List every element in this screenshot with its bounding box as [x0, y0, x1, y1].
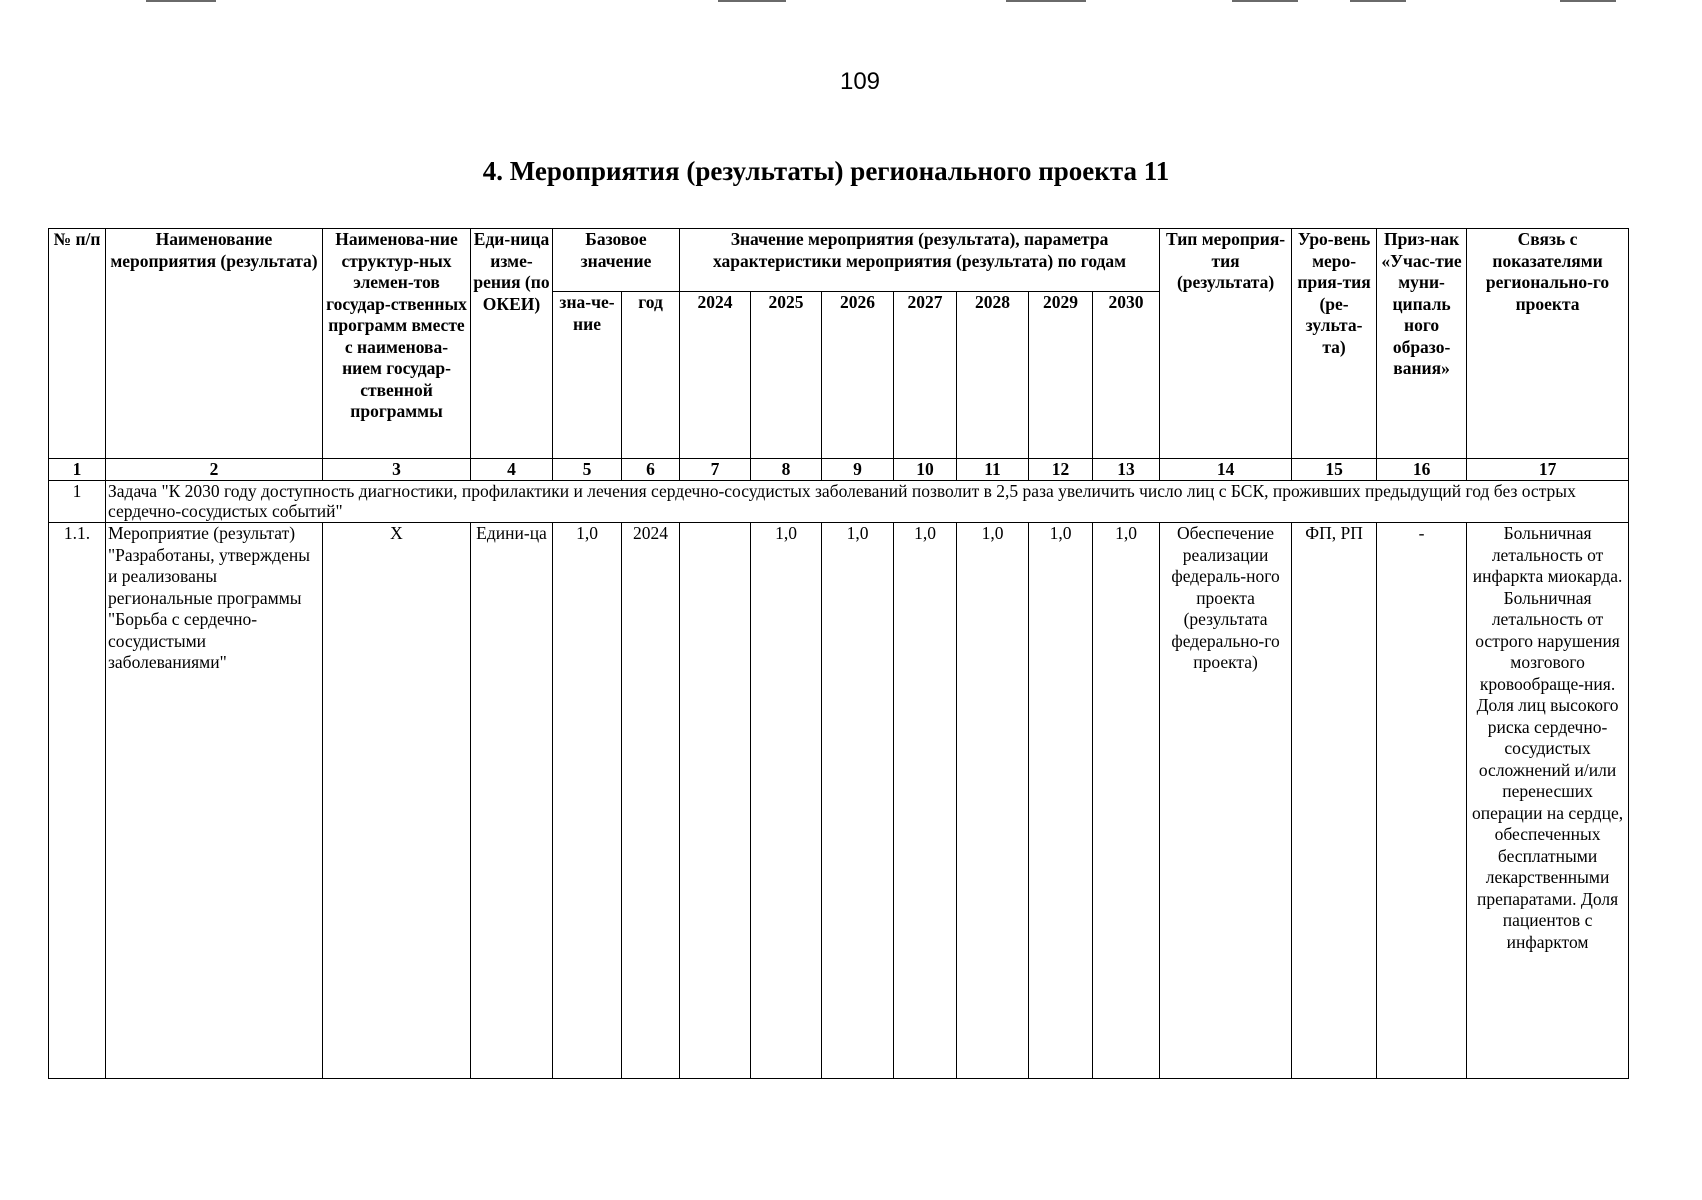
row-value-2029: 1,0 [1029, 523, 1093, 1079]
section-title: 4. Мероприятия (результаты) регионального проекта 11 [482, 156, 1170, 186]
column-number-row [49, 459, 1629, 481]
row-base-value: 1,0 [553, 523, 622, 1079]
page-number: 109 [839, 68, 881, 95]
header-municipal: Приз-нак «Учас-тие муни-ципаль ного образо-вания» [1377, 229, 1467, 459]
column-number: 4 [471, 459, 553, 481]
column-number: 2 [106, 459, 323, 481]
task-number: 1 [49, 481, 106, 523]
results-table [48, 228, 1629, 1079]
row-level: ФП, РП [1292, 523, 1377, 1079]
header-values-group: Значение мероприятия (результата), параметра характеристики мероприятия (результата) по годам [680, 229, 1160, 292]
header-year-2029: 2029 [1029, 292, 1093, 459]
column-number: 7 [680, 459, 751, 481]
table-row [49, 523, 1629, 1079]
top-rule-1 [146, 0, 216, 2]
column-number: 8 [751, 459, 822, 481]
row-unit: Едини-ца [471, 523, 553, 1079]
row-value-2028: 1,0 [957, 523, 1029, 1079]
header-name: Наименование мероприятия (результата) [106, 229, 323, 459]
header-year-2030: 2030 [1093, 292, 1160, 459]
column-number: 15 [1292, 459, 1377, 481]
top-rule-4 [1232, 0, 1298, 2]
column-number: 1 [49, 459, 106, 481]
row-value-2030: 1,0 [1093, 523, 1160, 1079]
header-year-2027: 2027 [894, 292, 957, 459]
row-structural: X [323, 523, 471, 1079]
header-structural: Наименова-ние структур-ных элемен-тов государ-ственных программ вместе с наименова-нием государ-ственной программы [323, 229, 471, 459]
header-unit: Еди-ница изме-рения (по ОКЕИ) [471, 229, 553, 459]
column-number: 12 [1029, 459, 1093, 481]
column-number: 11 [957, 459, 1029, 481]
row-value-2024 [680, 523, 751, 1079]
header-year-2025: 2025 [751, 292, 822, 459]
row-municipal: - [1377, 523, 1467, 1079]
column-number: 3 [323, 459, 471, 481]
top-rule-3 [1006, 0, 1086, 2]
top-rule-5 [1350, 0, 1406, 2]
top-rule-6 [1560, 0, 1616, 2]
row-value-2026: 1,0 [822, 523, 894, 1079]
row-value-2025: 1,0 [751, 523, 822, 1079]
row-name: Мероприятие (результат) "Разработаны, утверждены и реализованы региональные программы "Борьба с сердечно-сосудистыми заболеваниями" [106, 523, 323, 1079]
column-number: 10 [894, 459, 957, 481]
task-row [49, 481, 1629, 523]
column-number: 14 [1160, 459, 1292, 481]
header-base-group: Базовое значение [553, 229, 680, 292]
header-year-2026: 2026 [822, 292, 894, 459]
header-year-2028: 2028 [957, 292, 1029, 459]
row-number: 1.1. [49, 523, 106, 1079]
column-number: 17 [1467, 459, 1629, 481]
top-rule-2 [718, 0, 786, 2]
header-num: № п/п [49, 229, 106, 459]
header-level: Уро-вень меро-прия-тия (ре-зульта-та) [1292, 229, 1377, 459]
header-year-2024: 2024 [680, 292, 751, 459]
header-base-value: зна-че-ние [553, 292, 622, 459]
column-number: 6 [622, 459, 680, 481]
row-link: Больничная летальность от инфаркта миокарда. Больничная летальность от острого нарушения мозгового кровообраще-ния. Доля лиц высокого риска сердечно-сосудистых осложнений и/или перенесших операции на сердце, обеспеченных бесплатными лекарственными препаратами. Доля пациентов с инфарктом [1467, 523, 1629, 1079]
column-number: 5 [553, 459, 622, 481]
header-link: Связь с показателями регионально-го проекта [1467, 229, 1629, 459]
column-number: 13 [1093, 459, 1160, 481]
row-base-year: 2024 [622, 523, 680, 1079]
row-type: Обеспечение реализации федераль-ного проекта (результата федерально-го проекта) [1160, 523, 1292, 1079]
row-value-2027: 1,0 [894, 523, 957, 1079]
column-number: 9 [822, 459, 894, 481]
column-number: 16 [1377, 459, 1467, 481]
task-text: Задача "К 2030 году доступность диагностики, профилактики и лечения сердечно-сосудистых заболеваний позволит в 2,5 раза увеличить число лиц с БСК, проживших предыдущий год без острых сердечно-сосудистых событий" [106, 481, 1629, 523]
header-type: Тип мероприя-тия (результата) [1160, 229, 1292, 459]
header-base-year: год [622, 292, 680, 459]
